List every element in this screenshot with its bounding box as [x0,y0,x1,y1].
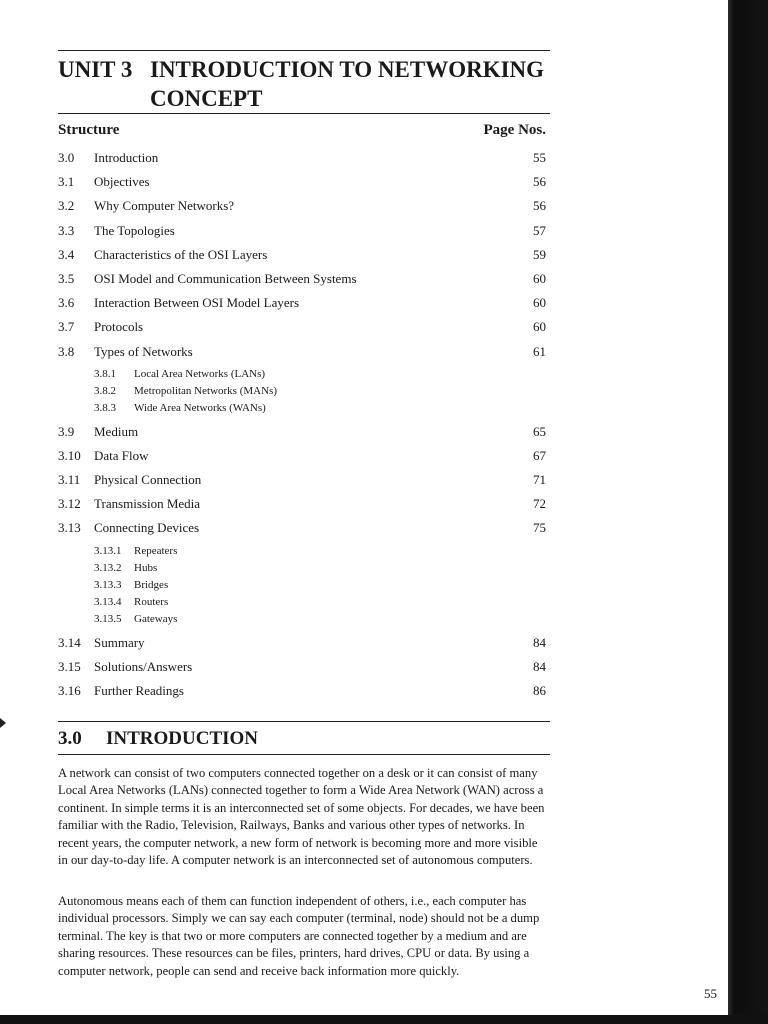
paragraph: Autonomous means each of them can function independent of others, i.e., each computer has individual processors. Simply we can say each computer (terminal, node) should not be a dump terminal. The key is that two or more computers are connected together by a medium and are sharing resources. These resources can be files, printers, hard drives, CPU or data. By using a computer network, people can send and receive back information more quickly. [58,894,540,978]
toc-entry-number: 3.6 [58,295,75,311]
scan-bottom-edge [0,1015,768,1024]
toc-entry-page: 55 [533,150,546,165]
toc-subentry [58,594,546,611]
toc-subentry-number: 3.8.2 [94,384,116,397]
toc-entry [58,269,546,293]
toc-entry-page: 86 [533,683,546,698]
toc-entry-title: Interaction Between OSI Model Layers [94,295,300,311]
toc-entry-title: Summary [94,634,145,650]
toc-entry [58,293,546,317]
toc-subentry [58,366,546,383]
toc-entry-page: 71 [533,472,546,488]
toc-subentry-title: Gateways [134,612,178,625]
toc-entry [58,494,546,518]
table-of-contents [58,148,546,705]
toc-entry [58,422,546,446]
toc-entry-title: Medium [94,423,139,439]
toc-subentry-title: Bridges [134,578,169,591]
toc-entry [58,196,546,220]
toc-entry [58,172,546,196]
toc-subentry [58,611,546,628]
toc-entry [58,446,546,470]
toc-entry-number: 3.12 [58,496,81,512]
toc-subentry-number: 3.13.3 [94,578,122,591]
toc-entry-page: 59 [533,246,546,262]
toc-entry-title: OSI Model and Communication Between Systems [94,270,357,286]
toc-entry [58,221,546,245]
toc-subentry-title: Local Area Networks (LANs) [134,367,266,380]
toc-entry-number: 3.4 [58,246,75,262]
toc-entry-number: 3.8 [58,343,75,359]
toc-subentry [58,543,546,560]
unit-title-line1: INTRODUCTION TO NETWORKING [150,57,545,82]
margin-mark [0,718,6,728]
toc-entry-number: 3.13 [58,520,81,536]
toc-subentry-number: 3.13.4 [94,595,122,608]
toc-subentry-number: 3.13.1 [94,544,122,557]
toc-subentry-title: Hubs [134,561,158,574]
toc-entry-number: 3.14 [58,634,81,650]
toc-subentry-number: 3.13.5 [94,612,122,625]
title-rule [58,113,550,114]
toc-entry-title: The Topologies [94,222,175,238]
toc-entry-number: 3.15 [58,658,81,674]
toc-entry-title: Physical Connection [94,472,202,488]
toc-entry [58,148,546,172]
toc-entry-number: 3.1 [58,174,75,190]
toc-entry-number: 3.7 [58,319,75,335]
toc-entry-page: 56 [533,174,546,190]
section-top-rule [58,721,550,722]
toc-entry-title: Protocols [94,319,144,335]
toc-entry-page: 84 [533,658,546,674]
toc-entry [58,633,546,657]
toc-entry-page: 84 [533,634,546,650]
toc-subentry-title: Routers [134,595,169,608]
section-heading [58,727,258,751]
toc-entry-number: 3.10 [58,447,81,463]
toc-entry-page: 75 [533,520,546,536]
unit-label: UNIT 3 [58,57,133,82]
page-number: 55 [704,986,717,1001]
toc-entry-number: 3.3 [58,222,75,238]
toc-subentry-number: 3.8.1 [94,367,116,380]
toc-entry-page: 61 [533,343,546,359]
toc-entry-number: 3.2 [58,198,75,214]
section-bottom-rule [58,754,550,755]
top-rule [58,50,550,51]
toc-entry-title: Objectives [94,174,150,190]
toc-entry-title: Solutions/Answers [94,658,193,674]
toc-entry-title: Introduction [94,150,159,165]
toc-subentry [58,560,546,577]
toc-entry [58,657,546,681]
paragraph: A network can consist of two computers connected together on a desk or it can consist of many Local Area Networks (LANs) connected together to form a Wide Area Network (WAN) across a continent. In simple terms it is an interconnected set of some objects. For decades, we have been familiar with the Radio, Television, Railways, Banks and various other types of networks. In recent years, the computer network, a new form of network is becoming more and more visible in our day-to-day life. A computer network is an interconnected set of autonomous computers. [58,766,545,868]
toc-subentry-title: Metropolitan Networks (MANs) [134,384,277,397]
toc-entry [58,470,546,494]
toc-entry-title: Connecting Devices [94,520,200,536]
section-title: INTRODUCTION [106,728,259,749]
section-number: 3.0 [58,728,82,749]
toc-subentry [58,400,546,417]
toc-subentry-number: 3.13.2 [94,561,122,574]
toc-entry [58,245,546,269]
toc-subentry-number: 3.8.3 [94,401,116,414]
toc-subentry [58,383,546,400]
toc-entry-title: Characteristics of the OSI Layers [94,246,268,262]
scan-shadow-edge [728,0,768,1024]
toc-entry-page: 67 [533,447,546,463]
toc-entry-title: Why Computer Networks? [94,198,235,214]
toc-subentry [58,577,546,594]
toc-entry-number: 3.5 [58,270,75,286]
toc-entry [58,342,546,366]
toc-entry-page: 57 [533,222,546,238]
toc-entry-title: Types of Networks [94,343,193,359]
toc-entry [58,518,546,542]
toc-entry [58,681,546,705]
unit-title [58,55,550,113]
unit-title-line2: CONCEPT [150,86,263,111]
toc-entry-page: 60 [533,270,546,286]
toc-entry-page: 60 [533,295,546,311]
toc-entry-page: 60 [533,319,546,335]
toc-entry-page: 56 [533,198,546,214]
toc-entry-number: 3.16 [58,683,81,698]
toc-entry-page: 72 [533,496,546,512]
toc-subentry-title: Wide Area Networks (WANs) [134,401,266,414]
toc-entry [58,317,546,341]
toc-entry-number: 3.9 [58,423,75,439]
toc-entry-title: Data Flow [94,447,149,463]
toc-subentry-title: Repeaters [134,544,178,557]
structure-heading: Structure [58,122,120,138]
toc-entry-page: 65 [533,423,546,439]
page-nos-heading: Page Nos. [483,122,546,138]
toc-entry-title: Transmission Media [94,496,201,512]
toc-entry-title: Further Readings [94,683,184,698]
toc-entry-number: 3.11 [58,472,81,488]
structure-header [58,122,546,144]
toc-entry-number: 3.0 [58,150,75,165]
